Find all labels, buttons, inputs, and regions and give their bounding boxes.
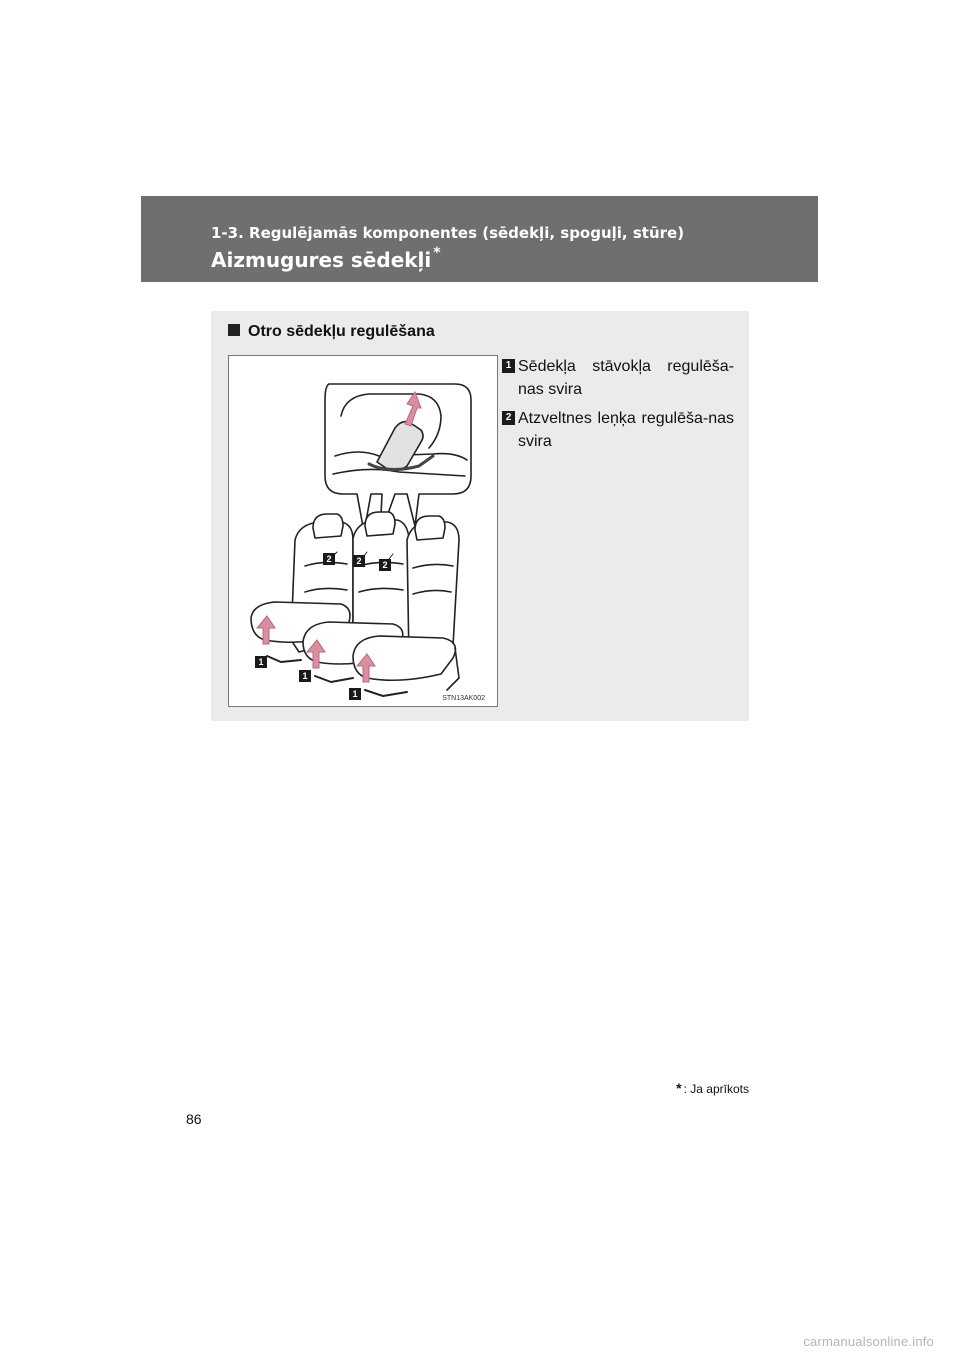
footnote xyxy=(676,1080,749,1096)
square-bullet-icon xyxy=(228,324,240,336)
callout-2c: 2 xyxy=(382,560,388,570)
legend-text: Sēdekļa stāvokļa regulēša-nas svira xyxy=(518,358,734,398)
section-label: 1-3. Regulējamās komponentes (sēdekļi, spoguļi, stūre) xyxy=(211,224,685,242)
footnote-text: : Ja aprīkots xyxy=(683,1082,749,1096)
callout-2a: 2 xyxy=(326,554,332,564)
legend-item xyxy=(502,355,734,401)
seat-drawing xyxy=(229,356,499,708)
callout-2b: 2 xyxy=(356,556,362,566)
legend-number-badge: 2 xyxy=(502,411,515,425)
legend-text: Atzveltnes leņķa regulēša-nas svira xyxy=(518,410,734,450)
legend-number-badge: 1 xyxy=(502,359,515,373)
sub-heading-text: Otro sēdekļu regulēšana xyxy=(248,323,435,340)
legend xyxy=(502,355,734,459)
content-box xyxy=(211,311,749,721)
watermark: carmanualsonline.info xyxy=(803,1334,934,1349)
figure-code: STN13AK002 xyxy=(442,695,485,702)
page-title xyxy=(211,245,441,272)
callout-1c: 1 xyxy=(352,689,358,699)
seat-illustration xyxy=(228,355,498,707)
page-title-text: Aizmugures sēdekļi xyxy=(211,248,432,272)
sub-heading xyxy=(228,323,435,341)
asterisk-icon: * xyxy=(676,1080,682,1096)
page-number: 86 xyxy=(186,1111,202,1127)
callout-1b: 1 xyxy=(302,671,308,681)
callout-1a: 1 xyxy=(258,657,264,667)
header-band xyxy=(141,196,818,282)
equipment-mark: * xyxy=(433,245,441,261)
legend-item xyxy=(502,407,734,453)
